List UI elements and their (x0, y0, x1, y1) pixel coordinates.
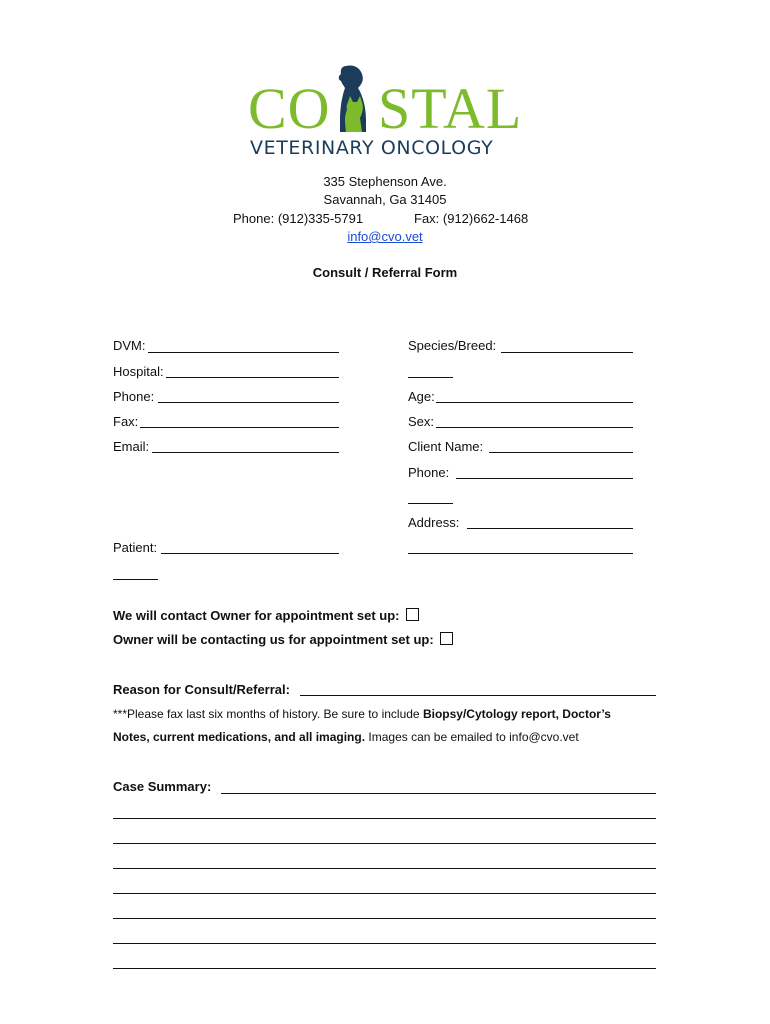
appointment-option-2 (113, 632, 453, 648)
address-line-1: 335 Stephenson Ave. (323, 174, 447, 189)
reason-note-prefix: ***Please fax last six months of history. Be sure to include (113, 707, 423, 721)
dvm-fax-label: Fax: (113, 414, 139, 429)
case-summary-label: Case Summary: (113, 779, 212, 794)
client-phone-field-continuation[interactable] (408, 503, 453, 504)
reason-field[interactable] (300, 695, 656, 696)
client-name-label: Client Name: (408, 439, 484, 454)
reason-label: Reason for Consult/Referral: (113, 682, 290, 697)
sex-label: Sex: (408, 414, 435, 429)
address-field-line-2[interactable] (408, 553, 633, 554)
logo-word-left: CO (248, 76, 331, 141)
dvm-phone-field[interactable] (158, 402, 339, 403)
dvm-fax-field[interactable] (140, 427, 339, 428)
case-summary-line[interactable] (113, 843, 656, 844)
species-field[interactable] (501, 352, 633, 353)
reason-note-line-1 (113, 707, 611, 722)
hospital-field[interactable] (166, 377, 339, 378)
client-phone-label: Phone: (408, 465, 450, 480)
patient-field-continuation[interactable] (113, 579, 158, 580)
logo (248, 62, 524, 162)
case-summary-line[interactable] (113, 918, 656, 919)
sex-field[interactable] (436, 427, 633, 428)
logo-subtitle: VETERINARY ONCOLOGY (250, 137, 494, 159)
client-name-field[interactable] (489, 452, 633, 453)
appointment-option-1 (113, 608, 419, 624)
email-container (0, 229, 770, 245)
fax-number: Fax: (912)662-1468 (414, 211, 529, 226)
phone-number: Phone: (912)335-5791 (233, 211, 364, 226)
dvm-field[interactable] (148, 352, 339, 353)
dvm-email-field[interactable] (152, 452, 339, 453)
appointment-option-1-checkbox[interactable] (406, 608, 419, 621)
age-label: Age: (408, 389, 435, 404)
species-label: Species/Breed: (408, 338, 497, 353)
reason-note-line-2 (113, 730, 579, 745)
form-title: Consult / Referral Form (312, 265, 458, 280)
address-line-2: Savannah, Ga 31405 (323, 192, 447, 207)
appointment-option-1-label: We will contact Owner for appointment set up: (113, 608, 400, 623)
hospital-label: Hospital: (113, 364, 164, 379)
dog-cat-icon (332, 62, 372, 134)
dvm-phone-label: Phone: (113, 389, 155, 404)
appointment-option-2-label: Owner will be contacting us for appointment set up: (113, 632, 434, 647)
logo-word-right: STAL (378, 76, 523, 141)
reason-note-suffix: Images can be emailed to info@cvo.vet (365, 730, 579, 744)
client-phone-field[interactable] (456, 478, 633, 479)
age-field[interactable] (436, 402, 633, 403)
reason-note-bold-2: Notes, current medications, and all imaging. (113, 730, 366, 744)
reason-note-bold-1: Biopsy/Cytology report, Doctor’s (422, 707, 611, 721)
case-summary-line[interactable] (113, 943, 656, 944)
case-summary-line[interactable] (113, 968, 656, 969)
dvm-email-label: Email: (113, 439, 150, 454)
case-summary-line[interactable] (113, 868, 656, 869)
address-field[interactable] (467, 528, 633, 529)
appointment-option-2-checkbox[interactable] (440, 632, 453, 645)
patient-label: Patient: (113, 540, 158, 555)
address-label: Address: (408, 515, 460, 530)
case-summary-line[interactable] (113, 818, 656, 819)
case-summary-line[interactable] (113, 893, 656, 894)
case-summary-field[interactable] (221, 793, 656, 794)
email-link[interactable]: info@cvo.vet (347, 229, 423, 244)
species-field-continuation[interactable] (408, 377, 453, 378)
dvm-label: DVM: (113, 338, 146, 353)
patient-field[interactable] (161, 553, 339, 554)
